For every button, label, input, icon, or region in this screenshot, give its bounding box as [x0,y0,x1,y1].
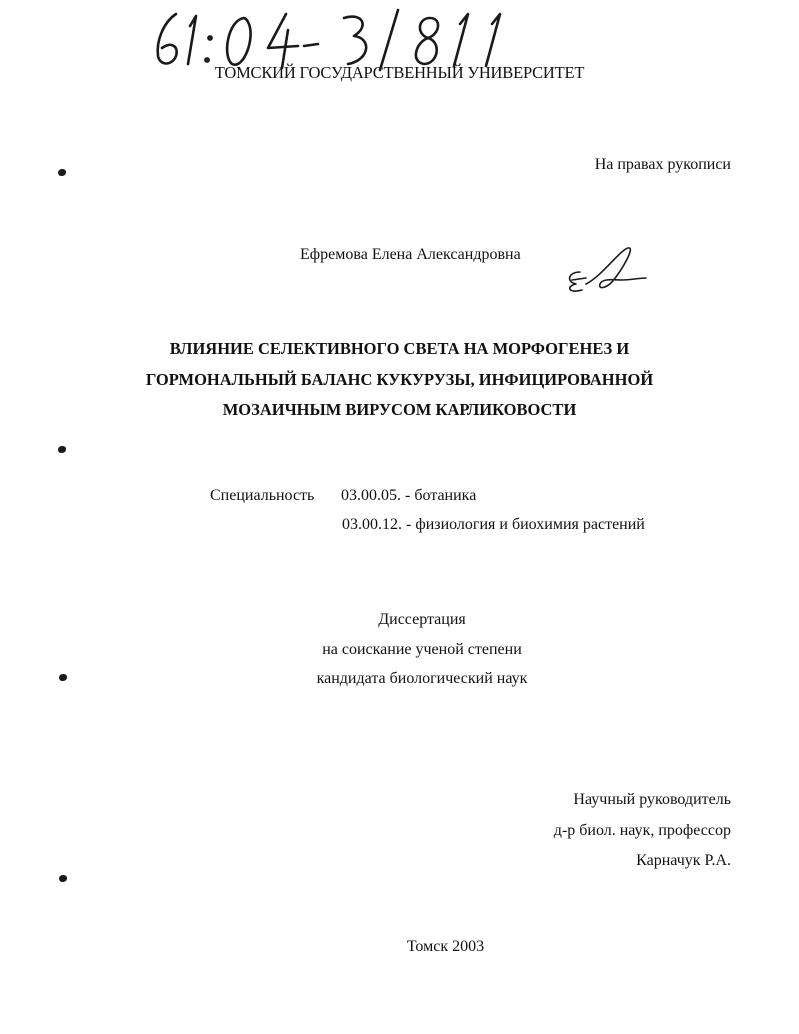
advisor-line: Карначук Р.А. [636,852,731,869]
specialty-item: 03.00.05. - ботаника [341,487,477,504]
degree-line: Диссертация [378,611,466,628]
dissertation-degree-block [0,605,799,694]
rights-note: На правах рукописи [594,156,731,173]
degree-line: кандидата биологический наук [316,670,528,687]
title-line: ВЛИЯНИЕ СЕЛЕКТИВНОГО СВЕТА НА МОРФОГЕНЕЗ И [169,339,630,358]
advisor-line: д-р биол. наук, профессор [553,821,731,839]
binding-hole-mark-icon [58,446,66,453]
binding-hole-mark-icon [58,169,66,176]
scientific-advisor-block [554,785,731,877]
specialty-label: Специальность [210,487,315,504]
binding-hole-mark-icon [59,674,67,681]
signature-icon [562,246,648,294]
binding-hole-mark-icon [59,875,67,882]
university-name: ТОМСКИЙ ГОСУДАРСТВЕННЫЙ УНИВЕРСИТЕТ [214,63,585,82]
advisor-line: Научный руководитель [573,791,731,808]
degree-line: на соискание ученой степени [322,640,522,658]
city-year: Томск 2003 [406,938,485,955]
dissertation-title [0,334,799,426]
title-line: МОЗАИЧНЫМ ВИРУСОМ КАРЛИКОВОСТИ [222,400,577,419]
specialty-item: 03.00.12. - физиология и биохимия растений [342,516,645,533]
title-line: ГОРМОНАЛЬНЫЙ БАЛАНС КУКУРУЗЫ, ИНФИЦИРОВАННОЙ [145,369,654,389]
author-name: Ефремова Елена Александровна [300,246,521,263]
